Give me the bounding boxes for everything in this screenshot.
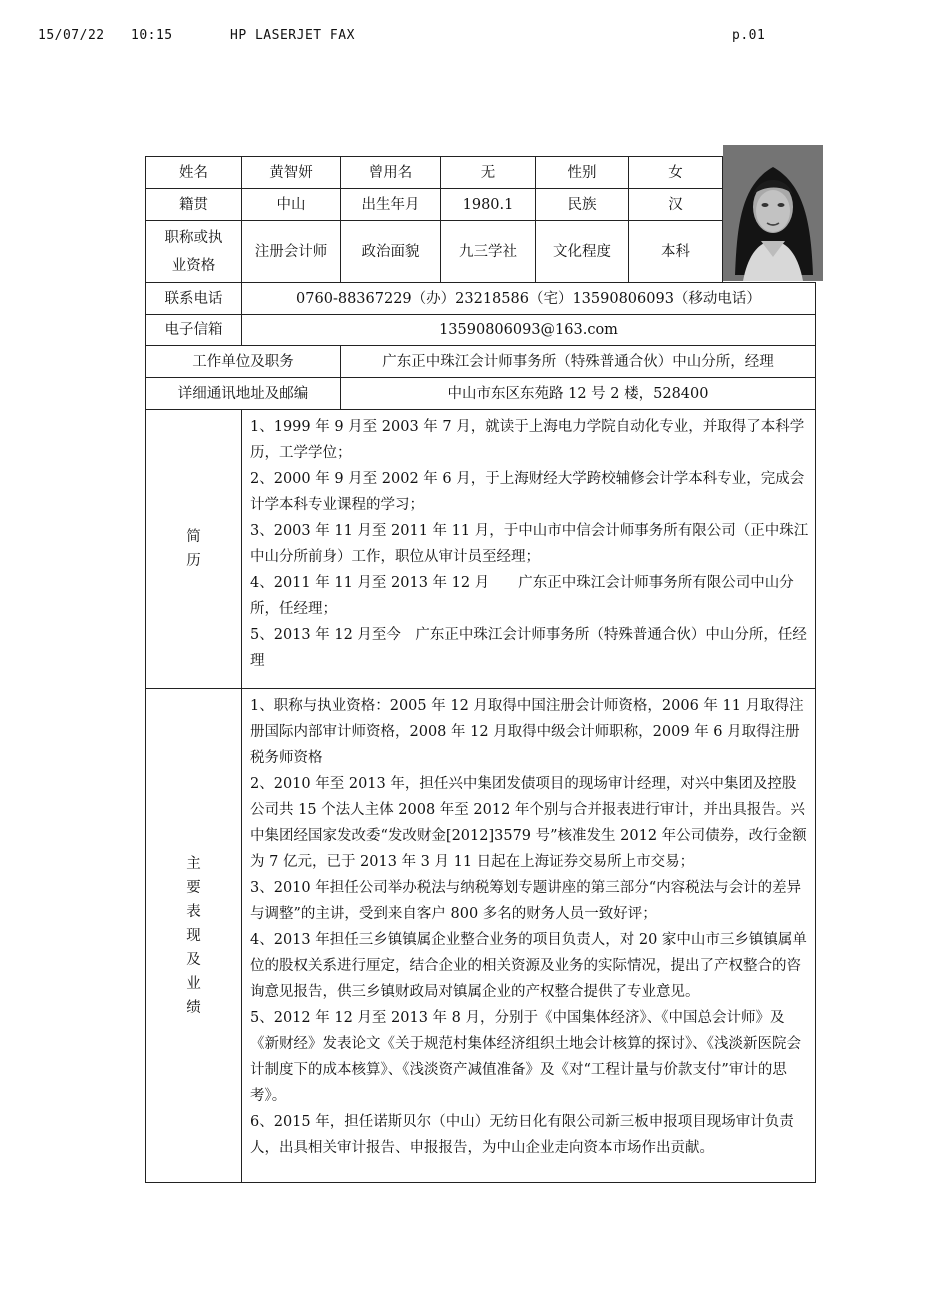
performance-item: 2、2010 年至 2013 年，担任兴中集团发债项目的现场审计经理，对兴中集团及控股公司共 15 个法人主体 2008 年至 2012 年个别与合并报表进行审计，并出具报告。兴中集团经国家发改委“发改财金[2012]3579 号”核准发生 2012 年公司债券，改行金额为 7 亿元，已于 2013 年 3 月 11 日起在上海证券交易所上市交易；	[250, 776, 807, 870]
portrait-photo	[723, 145, 823, 281]
native-label: 籍贯	[146, 189, 242, 221]
former-name-value: 无	[441, 157, 536, 189]
performance-label-char: 绩	[186, 999, 201, 1016]
resume-label-char: 历	[186, 553, 201, 569]
fax-date: 15/07/22	[38, 28, 105, 43]
name-label: 姓名	[146, 157, 242, 189]
resume-item: 4、2011 年 11 月至 2013 年 12 月 广东正中珠江会计师事务所有限公司中山分所，任经理；	[250, 575, 794, 617]
row-phone	[146, 283, 816, 315]
work-label: 工作单位及职务	[146, 346, 341, 378]
work-value: 广东正中珠江会计师事务所（特殊普通合伙）中山分所，经理	[341, 346, 816, 378]
portrait-image	[723, 145, 823, 281]
row-address	[146, 378, 816, 410]
title-label	[146, 221, 242, 283]
phone-value: 0760-88367229（办）23218586（宅）13590806093（移动电话）	[242, 283, 816, 315]
former-name-label: 曾用名	[341, 157, 441, 189]
performance-label	[146, 689, 242, 1183]
political-value: 九三学社	[441, 221, 536, 283]
birth-value: 1980.1	[441, 189, 536, 221]
row-email	[146, 315, 816, 346]
ethnic-value: 汉	[629, 189, 723, 221]
email-label: 电子信箱	[146, 315, 242, 346]
resume-label	[146, 410, 242, 689]
resume-item: 2、2000 年 9 月至 2002 年 6 月，于上海财经大学跨校辅修会计学本科专业，完成会计学本科专业课程的学习；	[250, 471, 805, 513]
address-label: 详细通讯地址及邮编	[146, 378, 341, 410]
row-performance	[146, 689, 816, 1183]
personal-info-form	[145, 156, 816, 1183]
title-label-line2: 业资格	[171, 257, 216, 274]
performance-content	[242, 689, 816, 1183]
name-value: 黄智妍	[242, 157, 341, 189]
resume-item: 3、2003 年 11 月至 2011 年 11 月，于中山市中信会计师事务所有限公司（正中珠江中山分所前身）工作，职位从审计员至经理；	[250, 523, 809, 565]
performance-item: 5、2012 年 12 月至 2013 年 8 月，分别于《中国集体经济》、《中国总会计师》及《新财经》发表论文《关于规范村集体经济组织土地会计核算的探讨》、《浅淡新医院会计制度下的成本核算》、《浅淡资产减值准备》及《对“工程计量与价款支付”审计的思考》。	[250, 1010, 801, 1104]
row-name	[146, 157, 816, 189]
birth-label: 出生年月	[341, 189, 441, 221]
performance-item: 3、2010 年担任公司举办税法与纳税筹划专题讲座的第三部分“内容税法与会计的差异与调整”的主讲，受到来自客户 800 多名的财务人员一致好评；	[250, 880, 802, 922]
gender-value: 女	[629, 157, 723, 189]
resume-content	[242, 410, 816, 689]
gender-label: 性别	[536, 157, 629, 189]
row-native	[146, 189, 816, 221]
performance-label-char: 现	[186, 927, 201, 944]
email-value: 13590806093@163.com	[242, 315, 816, 346]
row-title	[146, 221, 816, 283]
performance-label-char: 表	[186, 903, 201, 920]
fax-page-number: p.01	[732, 28, 766, 43]
political-label: 政治面貌	[341, 221, 441, 283]
address-value: 中山市东区东苑路 12 号 2 楼，528400	[341, 378, 816, 410]
ethnic-label: 民族	[536, 189, 629, 221]
phone-label: 联系电话	[146, 283, 242, 315]
education-label: 文化程度	[536, 221, 629, 283]
performance-label-char: 要	[186, 879, 201, 896]
fax-device: HP LASERJET FAX	[230, 28, 355, 43]
photo-cell	[723, 157, 816, 283]
resume-label-char: 简	[186, 529, 201, 545]
performance-label-char: 主	[186, 855, 201, 872]
performance-item: 4、2013 年担任三乡镇镇属企业整合业务的项目负责人，对 20 家中山市三乡镇镇属单位的股权关系进行厘定，结合企业的相关资源及业务的实际情况，提出了产权整合的咨询意见报告，供三乡镇财政局对镇属企业的产权整合提供了专业意见。	[250, 932, 807, 1000]
row-work	[146, 346, 816, 378]
resume-item: 5、2013 年 12 月至今 广东正中珠江会计师事务所（特殊普通合伙）中山分所，任经理	[250, 627, 807, 669]
native-value: 中山	[242, 189, 341, 221]
fax-time: 10:15	[131, 28, 173, 43]
performance-label-char: 业	[186, 975, 201, 992]
title-label-line1: 职称或执	[164, 229, 223, 246]
performance-label-char: 及	[186, 951, 201, 968]
title-value: 注册会计师	[242, 221, 341, 283]
performance-item: 6、2015 年，担任诺斯贝尔（中山）无纺日化有限公司新三板申报项目现场审计负责人，出具相关审计报告、申报报告，为中山企业走向资本市场作出贡献。	[250, 1114, 794, 1156]
fax-header	[38, 28, 778, 46]
performance-item: 1、职称与执业资格：2005 年 12 月取得中国注册会计师资格，2006 年 11 月取得注册国际内部审计师资格，2008 年 12 月取得中级会计师职称，2009 年 6 月取得注册税务师资格	[250, 698, 804, 766]
education-value: 本科	[629, 221, 723, 283]
resume-item: 1、1999 年 9 月至 2003 年 7 月，就读于上海电力学院自动化专业，并取得了本科学历，工学学位；	[250, 419, 805, 461]
row-resume	[146, 410, 816, 689]
